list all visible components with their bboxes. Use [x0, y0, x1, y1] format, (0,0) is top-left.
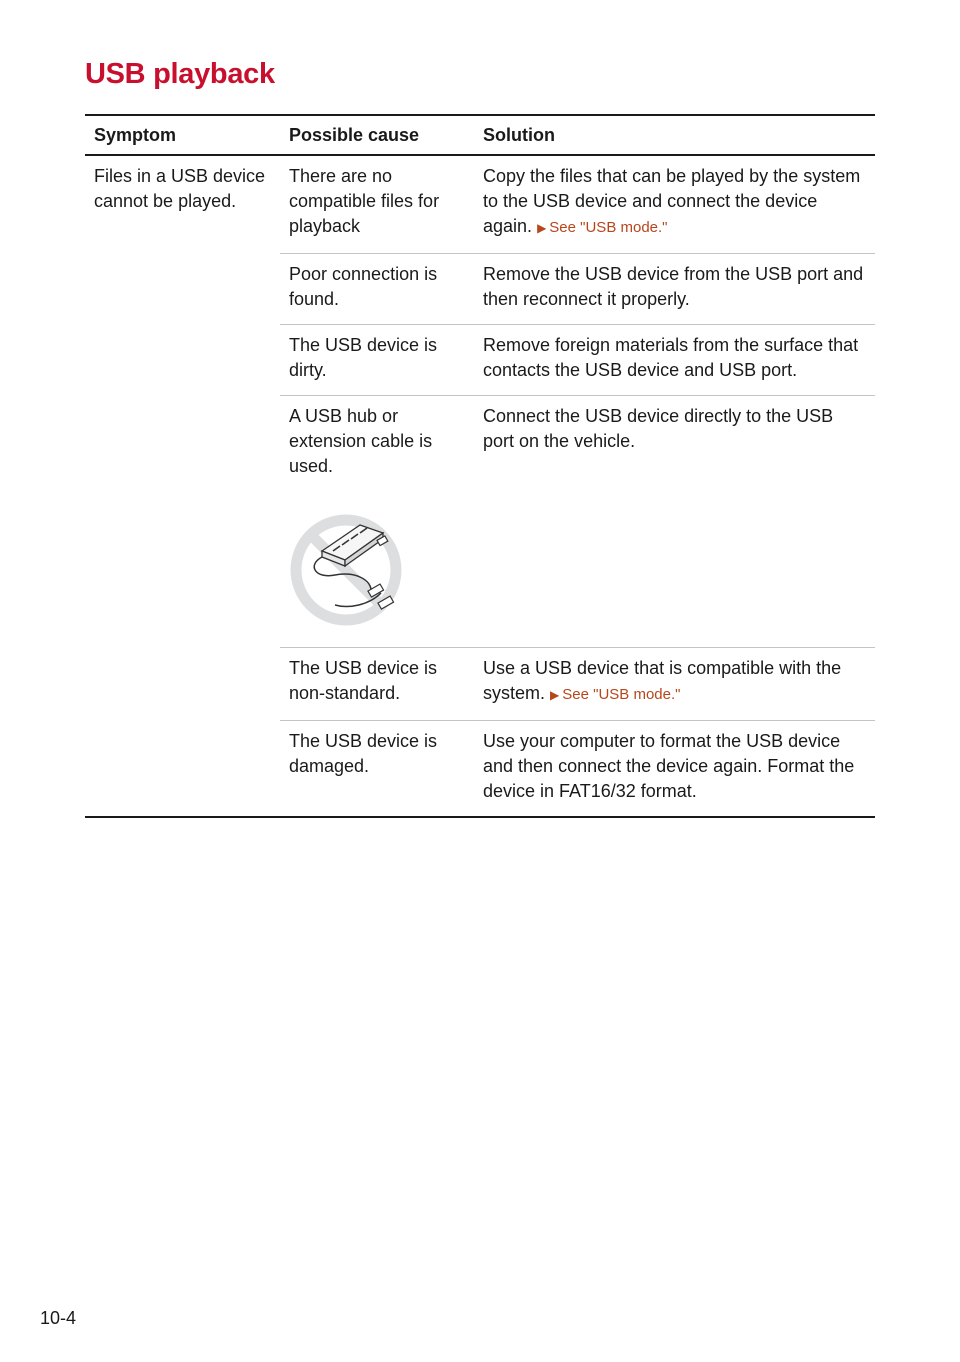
table-row: [280, 156, 875, 253]
solution-cell: Use your computer to format the USB device and then connect the device again. Format the device in FAT16/32 format.: [483, 731, 855, 801]
cause-rows: [280, 156, 875, 816]
cause-cell: Poor connection is found.: [289, 264, 438, 309]
page-title: USB playback: [85, 58, 275, 90]
see-usb-mode-link[interactable]: [550, 686, 680, 703]
symptom-cell: Files in a USB device cannot be played.: [94, 166, 266, 211]
page-number: 10-4: [40, 1308, 77, 1328]
solution-cell: [474, 156, 875, 253]
usb-hub-icon: [322, 525, 388, 566]
troubleshooting-table: [85, 114, 875, 818]
cause-cell: The USB device is damaged.: [289, 731, 438, 776]
table-header: [85, 116, 875, 156]
header-solution: Solution: [483, 124, 555, 145]
header-possible-cause: Possible cause: [289, 124, 420, 145]
cause-cell: There are no compatible files for playback: [289, 166, 440, 236]
table-row: [280, 253, 875, 324]
header-symptom: Symptom: [94, 124, 177, 145]
solution-cell: Connect the USB device directly to the USB port on the vehicle.: [483, 406, 834, 451]
cause-text: A USB hub or extension cable is used.: [289, 406, 433, 476]
table-body: [85, 156, 875, 816]
solution-cell: Remove the USB device from the USB port and then reconnect it properly.: [483, 264, 864, 309]
cause-cell: The USB device is dirty.: [289, 335, 438, 380]
reference-text: See "USB mode.": [549, 219, 668, 236]
solution-text: Use a USB device that is compatible with the system.: [483, 658, 842, 703]
table-row: [280, 324, 875, 395]
solution-cell: [474, 648, 875, 720]
solution-text: Copy the files that can be played by the system to the USB device and connect the device again.: [483, 166, 861, 236]
solution-cell: Remove foreign materials from the surface that contacts the USB device and USB port.: [483, 335, 859, 380]
cause-cell: The USB device is non-standard.: [289, 658, 438, 703]
see-usb-mode-link[interactable]: [537, 219, 667, 236]
triangle-right-icon: ▶: [537, 221, 547, 235]
cause-cell: [280, 396, 474, 647]
table-row: [280, 720, 875, 816]
table-row: [280, 647, 875, 720]
triangle-right-icon: ▶: [550, 688, 560, 702]
reference-text: See "USB mode.": [562, 686, 681, 703]
usb-hub-prohibited-illustration: [289, 501, 419, 631]
table-row: [280, 395, 875, 647]
